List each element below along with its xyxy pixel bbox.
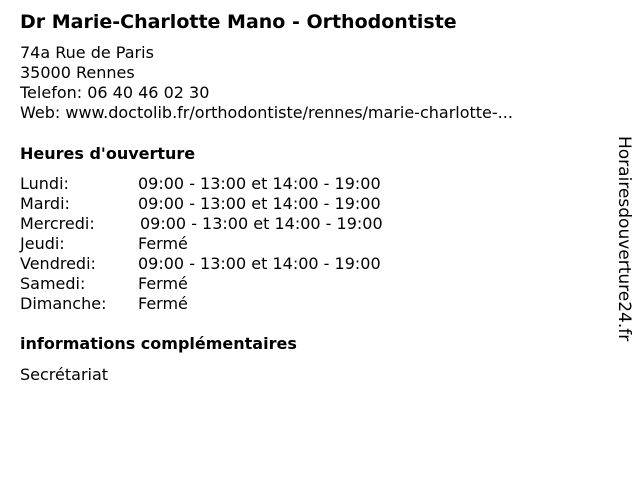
opening-hours-heading: Heures d'ouverture	[20, 144, 196, 163]
day-label: Mardi:	[20, 194, 70, 213]
day-label: Mercredi:	[20, 214, 95, 233]
day-hours: 09:00 - 13:00 et 14:00 - 19:00	[138, 194, 381, 213]
address-city: 35000 Rennes	[20, 63, 135, 82]
additional-info-heading: informations complémentaires	[20, 334, 297, 353]
day-hours: Fermé	[138, 274, 188, 293]
day-label: Lundi:	[20, 174, 69, 193]
website-link[interactable]: Web: www.doctolib.fr/orthodontiste/rennes/marie-charlotte-...	[20, 103, 513, 122]
day-label: Jeudi:	[20, 234, 65, 253]
phone-number: Telefon: 06 40 46 02 30	[20, 83, 210, 102]
address-block	[20, 43, 513, 123]
day-hours: Fermé	[138, 294, 188, 313]
page-title: Dr Marie-Charlotte Mano - Orthodontiste	[20, 11, 457, 33]
day-hours: 09:00 - 13:00 et 14:00 - 19:00	[138, 174, 381, 193]
day-label: Dimanche:	[20, 294, 107, 313]
address-street: 74a Rue de Paris	[20, 43, 154, 62]
day-label: Samedi:	[20, 274, 86, 293]
day-label: Vendredi:	[20, 254, 96, 273]
day-hours: 09:00 - 13:00 et 14:00 - 19:00	[140, 214, 383, 233]
additional-info-text: Secrétariat	[20, 365, 109, 384]
site-watermark: Horairesdouverture24.fr	[614, 136, 634, 342]
day-hours: Fermé	[138, 234, 188, 253]
day-hours: 09:00 - 13:00 et 14:00 - 19:00	[138, 254, 381, 273]
